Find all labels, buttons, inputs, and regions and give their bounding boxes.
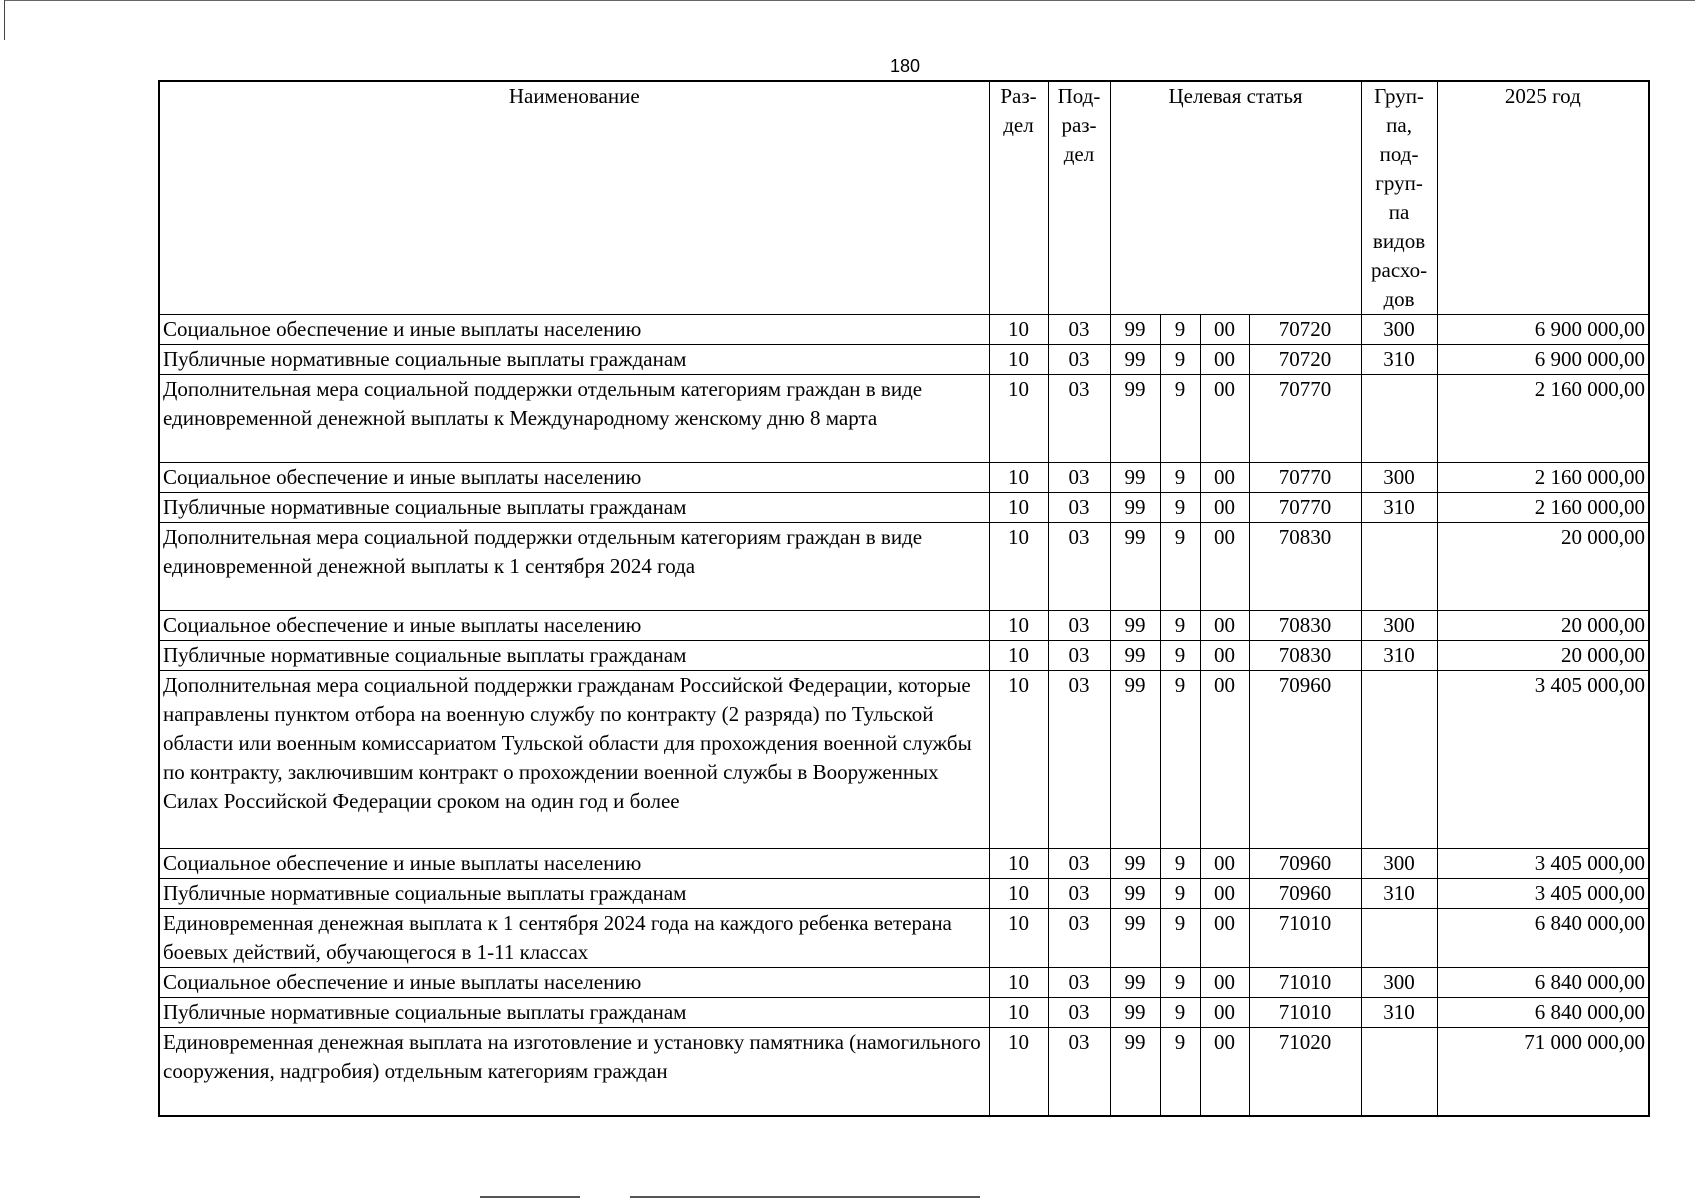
row-subsection: 03 — [1048, 671, 1110, 849]
row-target-direction: 00 — [1200, 493, 1249, 523]
row-subsection: 03 — [1048, 1028, 1110, 1116]
row-name: Публичные нормативные социальные выплаты гражданам — [159, 641, 989, 671]
row-expense-group: 300 — [1361, 968, 1437, 998]
row-section: 10 — [989, 611, 1048, 641]
row-expense-group: 300 — [1361, 611, 1437, 641]
row-expense-group: 300 — [1361, 463, 1437, 493]
row-name: Публичные нормативные социальные выплаты гражданам — [159, 345, 989, 375]
row-target-direction: 00 — [1200, 315, 1249, 345]
row-section: 10 — [989, 968, 1048, 998]
row-amount: 71 000 000,00 — [1437, 1028, 1649, 1116]
row-name: Дополнительная мера социальной поддержки гражданам Российской Федерации, которые направлены пунктом отбора на военную службу по контракту (2 разряда) по Тульской области или военным комиссариатом Тульской области для прохождения военной службы по контракту, заключившим контракт о прохождении военной службы в Вооруженных Силах Российской Федерации сроком на один год и более — [159, 671, 989, 849]
row-subsection: 03 — [1048, 968, 1110, 998]
page-left-edge — [4, 0, 5, 40]
row-amount: 2 160 000,00 — [1437, 375, 1649, 463]
row-name: Публичные нормативные социальные выплаты гражданам — [159, 879, 989, 909]
table-row — [159, 671, 1649, 849]
row-target-direction: 00 — [1200, 463, 1249, 493]
header-section: Раз- дел — [989, 81, 1048, 315]
row-section: 10 — [989, 493, 1048, 523]
table-row — [159, 849, 1649, 879]
row-target-code: 71020 — [1249, 1028, 1361, 1116]
table-row — [159, 463, 1649, 493]
row-amount: 20 000,00 — [1437, 641, 1649, 671]
header-subsection: Под- раз- дел — [1048, 81, 1110, 315]
row-section: 10 — [989, 849, 1048, 879]
row-subsection: 03 — [1048, 611, 1110, 641]
row-target-code: 71010 — [1249, 968, 1361, 998]
row-target-direction: 00 — [1200, 998, 1249, 1028]
row-target-direction: 00 — [1200, 375, 1249, 463]
table-row — [159, 998, 1649, 1028]
row-target-program: 99 — [1110, 375, 1160, 463]
row-section: 10 — [989, 671, 1048, 849]
row-target-subprogram: 9 — [1160, 611, 1200, 641]
row-subsection: 03 — [1048, 879, 1110, 909]
row-expense-group — [1361, 375, 1437, 463]
row-target-program: 99 — [1110, 968, 1160, 998]
table-body — [159, 315, 1649, 1116]
bottom-edge-mark — [630, 1196, 980, 1198]
row-target-subprogram: 9 — [1160, 345, 1200, 375]
row-target-direction: 00 — [1200, 849, 1249, 879]
row-target-direction: 00 — [1200, 968, 1249, 998]
row-amount: 3 405 000,00 — [1437, 849, 1649, 879]
table-header-row — [159, 81, 1649, 315]
row-target-code: 71010 — [1249, 998, 1361, 1028]
row-target-code: 70830 — [1249, 611, 1361, 641]
row-amount: 2 160 000,00 — [1437, 493, 1649, 523]
row-target-code: 70720 — [1249, 315, 1361, 345]
row-target-direction: 00 — [1200, 909, 1249, 968]
row-subsection: 03 — [1048, 463, 1110, 493]
row-expense-group — [1361, 909, 1437, 968]
row-name: Социальное обеспечение и иные выплаты населению — [159, 611, 989, 641]
bottom-edge-mark — [480, 1196, 580, 1198]
row-amount: 6 900 000,00 — [1437, 315, 1649, 345]
table-row — [159, 375, 1649, 463]
row-target-code: 70830 — [1249, 641, 1361, 671]
row-subsection: 03 — [1048, 998, 1110, 1028]
row-target-program: 99 — [1110, 641, 1160, 671]
row-name: Единовременная денежная выплата к 1 сентября 2024 года на каждого ребенка ветерана боевых действий, обучающегося в 1-11 классах — [159, 909, 989, 968]
row-target-subprogram: 9 — [1160, 909, 1200, 968]
row-subsection: 03 — [1048, 523, 1110, 611]
row-target-subprogram: 9 — [1160, 375, 1200, 463]
row-target-program: 99 — [1110, 315, 1160, 345]
row-section: 10 — [989, 523, 1048, 611]
row-expense-group — [1361, 523, 1437, 611]
row-amount: 20 000,00 — [1437, 611, 1649, 641]
row-name: Социальное обеспечение и иные выплаты населению — [159, 315, 989, 345]
table-row — [159, 641, 1649, 671]
table-row — [159, 315, 1649, 345]
row-target-direction: 00 — [1200, 523, 1249, 611]
row-target-program: 99 — [1110, 345, 1160, 375]
row-expense-group — [1361, 671, 1437, 849]
budget-table — [158, 80, 1650, 1117]
row-target-program: 99 — [1110, 463, 1160, 493]
row-target-subprogram: 9 — [1160, 849, 1200, 879]
row-expense-group: 310 — [1361, 879, 1437, 909]
row-expense-group: 310 — [1361, 345, 1437, 375]
row-target-program: 99 — [1110, 493, 1160, 523]
row-section: 10 — [989, 909, 1048, 968]
row-section: 10 — [989, 641, 1048, 671]
table-row — [159, 611, 1649, 641]
table-row — [159, 523, 1649, 611]
row-subsection: 03 — [1048, 315, 1110, 345]
row-target-program: 99 — [1110, 998, 1160, 1028]
row-target-program: 99 — [1110, 849, 1160, 879]
row-target-program: 99 — [1110, 879, 1160, 909]
row-amount: 20 000,00 — [1437, 523, 1649, 611]
row-subsection: 03 — [1048, 345, 1110, 375]
row-target-code: 70960 — [1249, 879, 1361, 909]
row-section: 10 — [989, 345, 1048, 375]
header-expense-group: Груп- па, под- груп- па видов расхо- дов — [1361, 81, 1437, 315]
row-subsection: 03 — [1048, 375, 1110, 463]
row-target-subprogram: 9 — [1160, 1028, 1200, 1116]
row-target-subprogram: 9 — [1160, 463, 1200, 493]
row-amount: 6 840 000,00 — [1437, 968, 1649, 998]
header-target-article: Целевая статья — [1110, 81, 1361, 315]
row-name: Дополнительная мера социальной поддержки отдельным категориям граждан в виде единовременной денежной выплаты к Международному женскому дню 8 марта — [159, 375, 989, 463]
row-expense-group: 310 — [1361, 641, 1437, 671]
row-expense-group: 300 — [1361, 315, 1437, 345]
row-expense-group: 310 — [1361, 998, 1437, 1028]
row-target-direction: 00 — [1200, 641, 1249, 671]
row-section: 10 — [989, 1028, 1048, 1116]
row-amount: 3 405 000,00 — [1437, 879, 1649, 909]
page-top-edge — [5, 0, 1695, 1]
row-target-subprogram: 9 — [1160, 315, 1200, 345]
row-target-code: 70770 — [1249, 375, 1361, 463]
row-name: Единовременная денежная выплата на изготовление и установку памятника (намогильного сооружения, надгробия) отдельным категориям граждан — [159, 1028, 989, 1116]
row-subsection: 03 — [1048, 493, 1110, 523]
row-target-code: 70720 — [1249, 345, 1361, 375]
table-row — [159, 1028, 1649, 1116]
header-name: Наименование — [159, 81, 989, 315]
table-row — [159, 909, 1649, 968]
row-target-subprogram: 9 — [1160, 493, 1200, 523]
row-amount: 3 405 000,00 — [1437, 671, 1649, 849]
row-name: Публичные нормативные социальные выплаты гражданам — [159, 493, 989, 523]
row-target-program: 99 — [1110, 611, 1160, 641]
row-amount: 6 840 000,00 — [1437, 909, 1649, 968]
row-target-subprogram: 9 — [1160, 998, 1200, 1028]
row-target-subprogram: 9 — [1160, 879, 1200, 909]
row-target-program: 99 — [1110, 909, 1160, 968]
row-name: Социальное обеспечение и иные выплаты населению — [159, 463, 989, 493]
row-expense-group: 300 — [1361, 849, 1437, 879]
row-section: 10 — [989, 998, 1048, 1028]
row-target-subprogram: 9 — [1160, 641, 1200, 671]
row-section: 10 — [989, 375, 1048, 463]
row-target-direction: 00 — [1200, 879, 1249, 909]
row-expense-group — [1361, 1028, 1437, 1116]
row-expense-group: 310 — [1361, 493, 1437, 523]
row-target-subprogram: 9 — [1160, 968, 1200, 998]
row-subsection: 03 — [1048, 849, 1110, 879]
table-row — [159, 493, 1649, 523]
row-target-program: 99 — [1110, 671, 1160, 849]
row-target-direction: 00 — [1200, 611, 1249, 641]
row-subsection: 03 — [1048, 641, 1110, 671]
row-target-code: 70960 — [1249, 849, 1361, 879]
table-row — [159, 968, 1649, 998]
row-target-direction: 00 — [1200, 1028, 1249, 1116]
row-target-direction: 00 — [1200, 671, 1249, 849]
row-target-code: 70830 — [1249, 523, 1361, 611]
row-target-program: 99 — [1110, 523, 1160, 611]
header-year-2025: 2025 год — [1437, 81, 1649, 315]
row-target-code: 70770 — [1249, 493, 1361, 523]
row-section: 10 — [989, 879, 1048, 909]
row-name: Публичные нормативные социальные выплаты гражданам — [159, 998, 989, 1028]
row-name: Социальное обеспечение и иные выплаты населению — [159, 849, 989, 879]
row-target-code: 71010 — [1249, 909, 1361, 968]
row-target-program: 99 — [1110, 1028, 1160, 1116]
row-name: Дополнительная мера социальной поддержки отдельным категориям граждан в виде единовременной денежной выплаты к 1 сентября 2024 года — [159, 523, 989, 611]
row-target-code: 70770 — [1249, 463, 1361, 493]
row-amount: 2 160 000,00 — [1437, 463, 1649, 493]
page-number: 180 — [889, 56, 921, 76]
row-target-subprogram: 9 — [1160, 523, 1200, 611]
table-row — [159, 345, 1649, 375]
row-name: Социальное обеспечение и иные выплаты населению — [159, 968, 989, 998]
row-amount: 6 840 000,00 — [1437, 998, 1649, 1028]
row-target-code: 70960 — [1249, 671, 1361, 849]
row-amount: 6 900 000,00 — [1437, 345, 1649, 375]
row-target-direction: 00 — [1200, 345, 1249, 375]
table-row — [159, 879, 1649, 909]
row-target-subprogram: 9 — [1160, 671, 1200, 849]
row-subsection: 03 — [1048, 909, 1110, 968]
row-section: 10 — [989, 463, 1048, 493]
row-section: 10 — [989, 315, 1048, 345]
